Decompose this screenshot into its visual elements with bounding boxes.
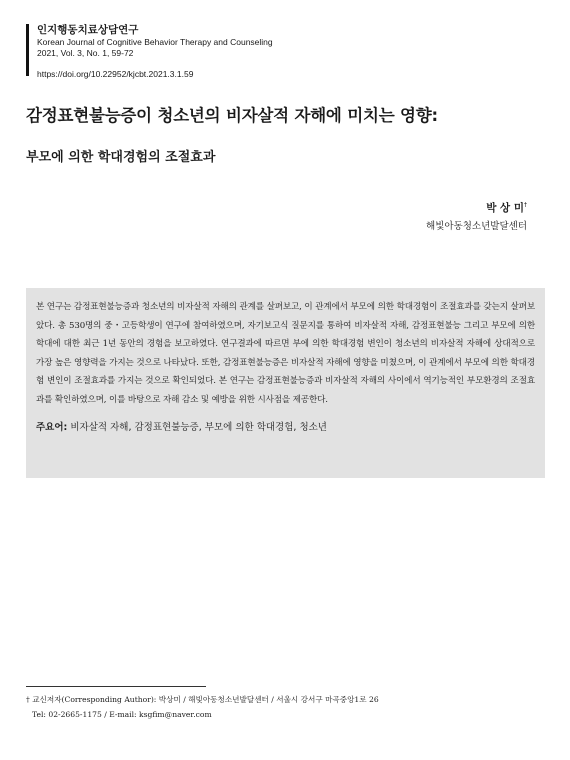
journal-english-name: Korean Journal of Cognitive Behavior Therapy and Counseling xyxy=(37,37,273,47)
footnote-line-1: † 교신저자(Corresponding Author): 박상미 / 해빛아동청소년발달센터 / 서울시 강서구 마곡중앙1로 26 xyxy=(26,695,379,704)
doi-link[interactable]: https://doi.org/10.22952/kjcbt.2021.3.1.59 xyxy=(37,69,194,79)
author-footnote-mark: † xyxy=(524,201,527,209)
keywords-list: 비자살적 자해, 감정표현불능증, 부모에 의한 학대경험, 청소년 xyxy=(70,421,327,433)
footnote-divider xyxy=(26,686,206,687)
author-name xyxy=(486,200,527,215)
author-name-text: 박 상 미 xyxy=(486,202,524,214)
abstract-text: 본 연구는 감정표현불능증과 청소년의 비자살적 자해의 관계를 살펴보고, 이 관계에서 부모에 의한 학대경험이 조절효과를 갖는지 살펴보았다. 총 530명의 중・고등학생이 연구에 참여하였으며, 자기보고식 질문지를 통하여 비자살적 자해, 감정표현불능 그리고 부모에 의한 학대에 대한 최근 1년 동안의 경험을 보고하였다. 연구결과에 따르면 부에 의한 학대경험 변인이 청소년의 비자살적 자해에 상대적으로 가장 높은 영향력을 가지는 것으로 나타났다. 또한, 감정표현불능증은 비자살적 자해에 영향을 미쳤으며, 이 관계에서 부모에 의한 학대경험 변인이 조절효과를 가지는 것으로 확인되었다. 본 연구는 감정표현불능증과 비자살적 자해의 사이에서 역기능적인 부모환경의 조절효과를 확인하였으며, 이를 바탕으로 자해 감소 및 예방을 위한 시사점을 제공한다. xyxy=(36,302,535,405)
journal-volume: 2021, Vol. 3, No. 1, 59-72 xyxy=(37,48,134,58)
journal-name: 인지행동치료상담연구 xyxy=(37,24,139,36)
keywords-label: 주요어: xyxy=(36,421,68,433)
author-affiliation: 해빛아동청소년발달센터 xyxy=(426,221,527,232)
paper-title: 감정표현불능증이 청소년의 비자살적 자해에 미치는 영향: xyxy=(26,106,438,125)
keywords xyxy=(36,419,535,433)
abstract-box xyxy=(26,288,545,478)
corresponding-author-footnote xyxy=(26,692,546,722)
paper-subtitle: 부모에 의한 학대경험의 조절효과 xyxy=(26,150,216,165)
footnote-line-2: Tel: 02-2665-1175 / E-mail: ksgfim@naver.com xyxy=(32,710,212,719)
